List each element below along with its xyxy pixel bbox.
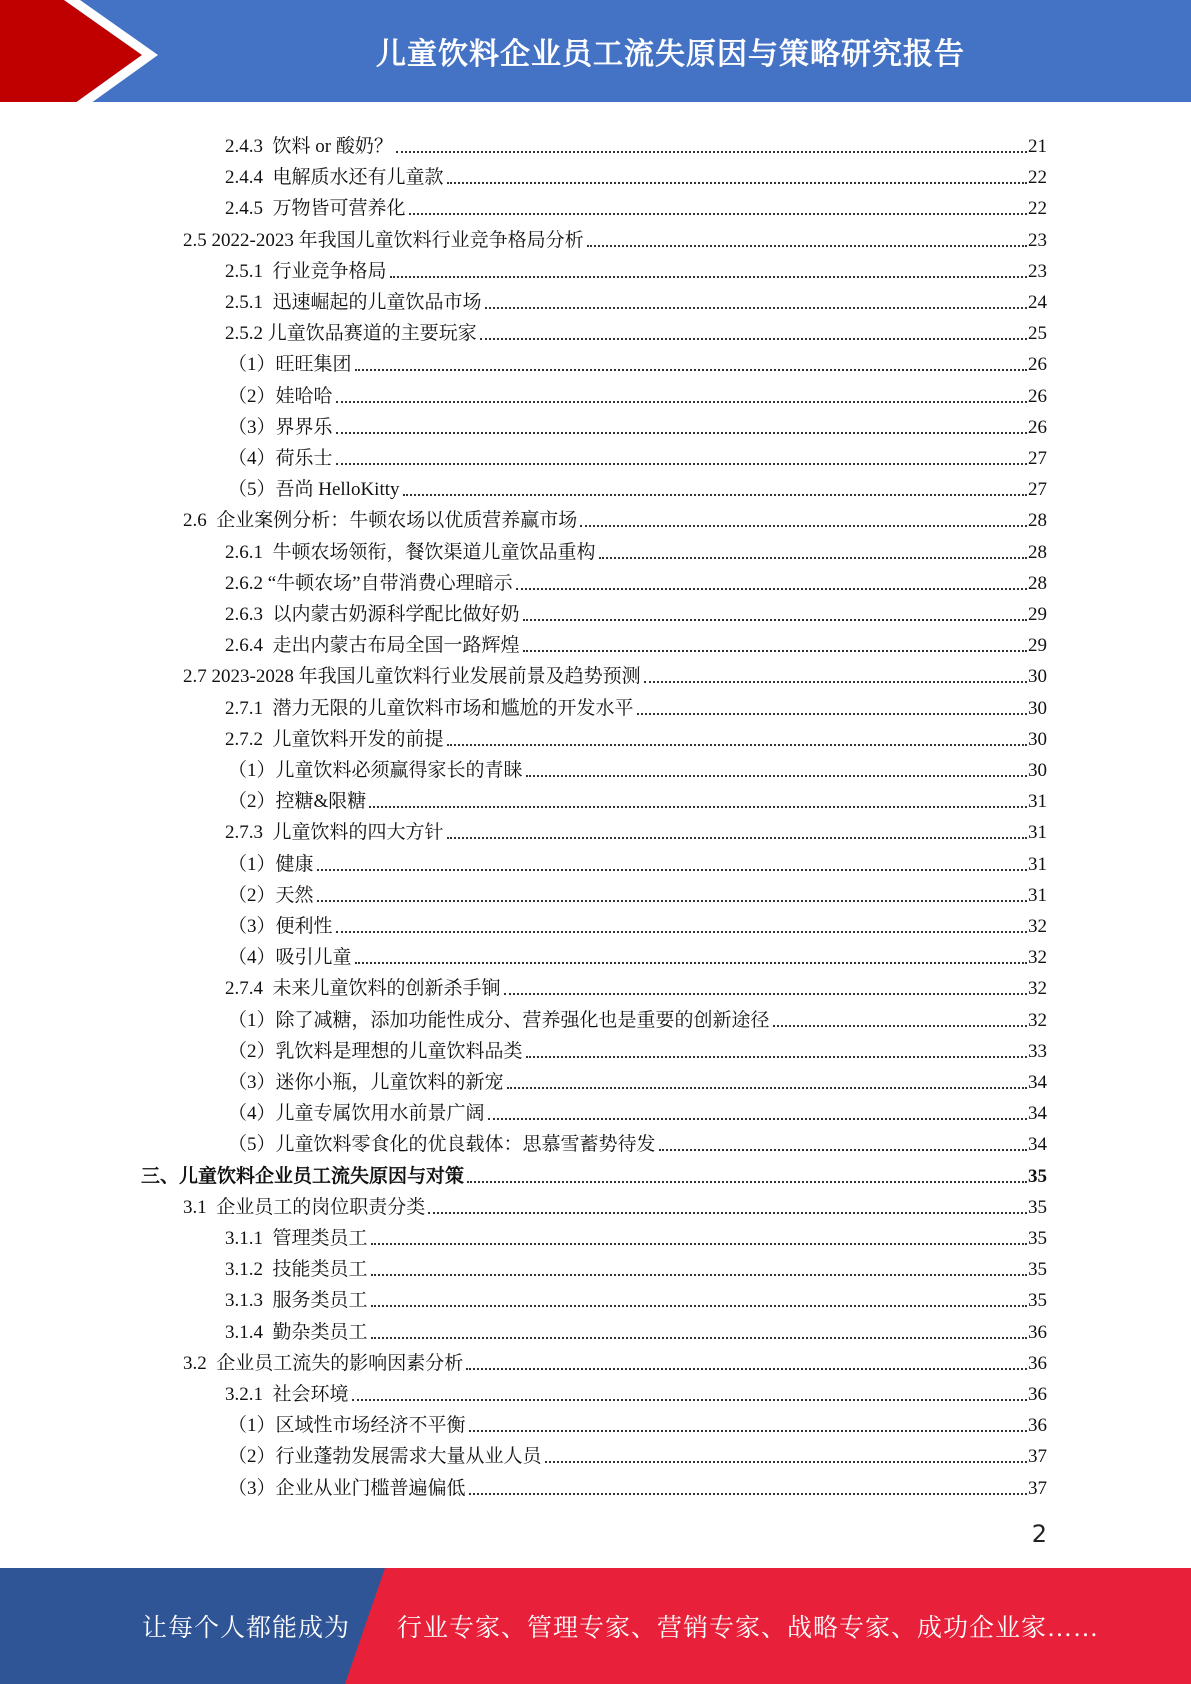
toc-entry-page: 22 — [1028, 167, 1047, 189]
toc-entry[interactable] — [225, 1376, 1047, 1407]
toc-entry-label: 3.1.2 技能类员工 — [225, 1259, 368, 1281]
toc-dot-leader — [336, 455, 1027, 465]
toc-entry-page: 33 — [1028, 1040, 1047, 1062]
toc-entry-page: 35 — [1028, 1290, 1047, 1312]
toc-entry-label: 3.2 企业员工流失的影响因素分析 — [183, 1352, 464, 1374]
toc-entry[interactable] — [228, 346, 1047, 377]
toc-entry-label: （2）行业蓬勃发展需求大量从业人员 — [228, 1446, 542, 1468]
toc-entry[interactable] — [228, 440, 1047, 471]
toc-entry-label: （3）界界乐 — [228, 416, 333, 438]
toc-entry-label: （5）儿童饮料零食化的优良载体：思慕雪蓄势待发 — [228, 1134, 656, 1156]
toc-entry-label: 2.4.4 电解质水还有儿童款 — [225, 167, 444, 189]
toc-entry-page: 30 — [1028, 697, 1047, 719]
toc-entry-page: 28 — [1028, 510, 1047, 532]
toc-dot-leader — [355, 361, 1027, 371]
toc-entry[interactable] — [228, 877, 1047, 908]
toc-entry-label: 2.7.3 儿童饮料的四大方针 — [225, 822, 444, 844]
toc-dot-leader — [336, 424, 1027, 434]
toc-dot-leader — [447, 174, 1027, 184]
toc-entry-page: 23 — [1028, 229, 1047, 251]
toc-entry[interactable] — [225, 315, 1047, 346]
toc-entry-label: 3.1 企业员工的岗位职责分类 — [183, 1196, 426, 1218]
toc-entry-page: 26 — [1028, 385, 1047, 407]
toc-dot-leader — [371, 1329, 1027, 1339]
toc-entry-page: 34 — [1028, 1072, 1047, 1093]
toc-entry[interactable] — [225, 1314, 1047, 1345]
toc-entry-page: 24 — [1028, 292, 1047, 313]
toc-entry-page: 26 — [1028, 416, 1047, 438]
toc-entry-page: 23 — [1028, 260, 1047, 282]
toc-dot-leader — [336, 393, 1027, 403]
toc-entry[interactable] — [225, 284, 1047, 315]
toc-entry-label: （1）旺旺集团 — [228, 354, 352, 376]
toc-entry-page: 37 — [1028, 1446, 1047, 1468]
toc-dot-leader — [336, 923, 1027, 933]
toc-entry-label: 2.5.1 迅速崛起的儿童饮品市场 — [225, 292, 482, 313]
toc-entry-page: 28 — [1028, 572, 1047, 594]
toc-dot-leader — [526, 1048, 1027, 1058]
toc-entry[interactable] — [228, 908, 1047, 939]
toc-entry[interactable] — [228, 1033, 1047, 1064]
toc-entry-label: 2.7 2023-2028 年我国儿童饮料行业发展前景及趋势预测 — [183, 666, 641, 688]
toc-entry[interactable] — [228, 846, 1047, 877]
toc-entry-label: （1）除了减糖，添加功能性成分、营养强化也是重要的创新途径 — [228, 1009, 770, 1031]
toc-entry[interactable] — [141, 1158, 1047, 1189]
toc-dot-leader — [317, 861, 1027, 871]
toc-entry-label: 2.6.2 “牛顿农场”自带消费心理暗示 — [225, 572, 513, 594]
toc-dot-leader — [369, 798, 1027, 808]
toc-entry-label: 3.2.1 社会环境 — [225, 1384, 349, 1405]
toc-entry[interactable] — [225, 1282, 1047, 1313]
toc-entry[interactable] — [225, 565, 1047, 596]
toc-entry[interactable] — [225, 627, 1047, 658]
toc-entry[interactable] — [225, 534, 1047, 565]
toc-entry[interactable] — [228, 1438, 1047, 1469]
toc-entry[interactable] — [225, 721, 1047, 752]
toc-entry-label: 2.4.5 万物皆可营养化 — [225, 198, 406, 220]
toc-entry-page: 30 — [1028, 728, 1047, 750]
toc-dot-leader — [469, 1422, 1027, 1432]
toc-entry-page: 31 — [1028, 822, 1047, 844]
toc-entry[interactable] — [228, 1407, 1047, 1438]
toc-entry-label: （1）区域性市场经济不平衡 — [228, 1415, 466, 1437]
toc-dot-leader — [467, 1173, 1027, 1183]
header-banner — [0, 0, 1191, 111]
toc-entry-label: （4）荷乐士 — [228, 448, 333, 469]
toc-dot-leader — [390, 268, 1027, 278]
toc-entry-page: 30 — [1028, 760, 1047, 781]
toc-entry[interactable] — [225, 814, 1047, 845]
toc-entry-label: （2）天然 — [228, 884, 314, 906]
toc-entry-page: 34 — [1028, 1103, 1047, 1125]
toc-entry[interactable] — [225, 190, 1047, 221]
toc-entry-page: 26 — [1028, 354, 1047, 376]
toc-entry-page: 32 — [1028, 947, 1047, 969]
toc-entry-page: 21 — [1028, 136, 1047, 157]
toc-entry[interactable] — [228, 783, 1047, 814]
toc-entry-label: 2.5 2022-2023 年我国儿童饮料行业竞争格局分析 — [183, 229, 584, 251]
toc-dot-leader — [480, 330, 1027, 340]
toc-entry-page: 32 — [1028, 916, 1047, 937]
toc-entry-label: 2.7.2 儿童饮料开发的前提 — [225, 728, 444, 750]
toc-entry[interactable] — [228, 1002, 1047, 1033]
toc-dot-leader — [403, 486, 1027, 496]
toc-entry[interactable] — [225, 159, 1047, 190]
toc-entry-page: 25 — [1028, 323, 1047, 345]
toc-entry[interactable] — [183, 1345, 1047, 1376]
toc-entry[interactable] — [225, 1251, 1047, 1282]
toc-entry-label: （2）乳饮料是理想的儿童饮料品类 — [228, 1040, 523, 1062]
toc-entry[interactable] — [183, 502, 1047, 533]
toc-entry-page: 29 — [1028, 604, 1047, 625]
toc-entry-page: 35 — [1028, 1228, 1047, 1249]
toc-entry[interactable] — [225, 253, 1047, 284]
toc-entry-page: 32 — [1028, 978, 1047, 1000]
toc-dot-leader — [659, 1141, 1027, 1151]
toc-dot-leader — [317, 892, 1027, 902]
toc-dot-leader — [523, 642, 1027, 652]
toc-dot-leader — [504, 985, 1027, 995]
toc-entry-page: 34 — [1028, 1134, 1047, 1156]
toc-entry[interactable] — [183, 222, 1047, 253]
toc-entry-page: 36 — [1028, 1352, 1047, 1374]
toc-entry-page: 36 — [1028, 1384, 1047, 1405]
toc-dot-leader — [545, 1453, 1027, 1463]
toc-dot-leader — [371, 1266, 1027, 1276]
toc-dot-leader — [773, 1017, 1027, 1027]
toc-dot-leader — [447, 736, 1027, 746]
toc-entry-label: 3.1.3 服务类员工 — [225, 1290, 368, 1312]
toc-entry-label: （1）儿童饮料必须赢得家长的青睐 — [228, 760, 523, 781]
toc-entry-label: 2.6 企业案例分析：牛顿农场以优质营养赢市场 — [183, 510, 578, 532]
toc-dot-leader — [599, 549, 1027, 559]
toc-dot-leader — [488, 1110, 1027, 1120]
toc-dot-leader — [428, 1204, 1027, 1214]
toc-entry[interactable] — [225, 128, 1047, 159]
footer-banner — [0, 1568, 1191, 1684]
toc-entry-label: （5）吾尚 HelloKitty — [228, 479, 400, 501]
toc-entry-label: 3.1.4 勤杂类员工 — [225, 1321, 368, 1343]
toc-dot-leader — [587, 237, 1027, 247]
toc-entry[interactable] — [225, 1220, 1047, 1251]
toc-dot-leader — [466, 1360, 1027, 1370]
toc-dot-leader — [485, 299, 1027, 309]
toc-dot-leader — [355, 954, 1027, 964]
footer-slogan-right: 行业专家、管理专家、营销专家、战略专家、成功企业家…… — [397, 1615, 1100, 1642]
toc-entry[interactable] — [228, 939, 1047, 970]
toc-dot-leader — [469, 1485, 1027, 1495]
toc-dot-leader — [396, 143, 1027, 153]
toc-dot-leader — [352, 1391, 1027, 1401]
toc-dot-leader — [523, 611, 1027, 621]
toc-entry-page: 27 — [1028, 479, 1047, 501]
toc-entry-label: 2.5.2 儿童饮品赛道的主要玩家 — [225, 323, 477, 345]
toc-entry-label: （3）企业从业门槛普遍偏低 — [228, 1477, 466, 1499]
toc-entry-label: 2.6.1 牛顿农场领衔，餐饮渠道儿童饮品重构 — [225, 541, 596, 563]
toc-entry[interactable] — [228, 1126, 1047, 1157]
toc-entry-page: 28 — [1028, 541, 1047, 563]
toc-entry-page: 36 — [1028, 1415, 1047, 1437]
toc-entry-label: 2.7.4 未来儿童饮料的创新杀手锏 — [225, 978, 501, 1000]
toc-entry[interactable] — [228, 1470, 1047, 1501]
toc-dot-leader — [371, 1235, 1027, 1245]
toc-entry-page: 35 — [1028, 1259, 1047, 1281]
toc-entry[interactable] — [225, 690, 1047, 721]
toc-entry[interactable] — [228, 378, 1047, 409]
toc-entry-label: 2.4.3 饮料 or 酸奶？ — [225, 136, 393, 157]
toc-dot-leader — [409, 205, 1027, 215]
toc-entry-page: 31 — [1028, 884, 1047, 906]
toc-dot-leader — [447, 829, 1027, 839]
toc-entry-label: （4）儿童专属饮用水前景广阔 — [228, 1103, 485, 1125]
toc-entry-label: （1）健康 — [228, 853, 314, 875]
toc-entry-page: 35 — [1028, 1196, 1047, 1218]
toc-entry-label: （3）迷你小瓶，儿童饮料的新宠 — [228, 1072, 504, 1093]
toc-entry-label: （4）吸引儿童 — [228, 947, 352, 969]
toc-entry-page: 36 — [1028, 1321, 1047, 1343]
toc-dot-leader — [580, 517, 1027, 527]
toc-entry-page: 31 — [1028, 853, 1047, 875]
toc-entry[interactable] — [225, 970, 1047, 1001]
toc-entry-label: 2.5.1 行业竞争格局 — [225, 260, 387, 282]
toc-entry-page: 30 — [1028, 666, 1047, 688]
toc-entry-label: 三、儿童饮料企业员工流失原因与对策 — [141, 1165, 465, 1187]
toc-entry-page: 32 — [1028, 1009, 1047, 1031]
toc-entry-label: 3.1.1 管理类员工 — [225, 1228, 368, 1249]
toc-entry-label: （3）便利性 — [228, 916, 333, 937]
toc-entry-page: 27 — [1028, 448, 1047, 469]
toc-entry[interactable] — [228, 1095, 1047, 1126]
toc-entry[interactable] — [228, 409, 1047, 440]
toc-dot-leader — [644, 673, 1027, 683]
toc-entry-label: （2）娃哈哈 — [228, 385, 333, 407]
toc-entry-page: 35 — [1028, 1165, 1047, 1187]
footer-slogan-left: 让每个人都能成为 — [142, 1615, 351, 1642]
toc-dot-leader — [371, 1297, 1027, 1307]
toc-entry[interactable] — [225, 596, 1047, 627]
toc-entry-label: 2.7.1 潜力无限的儿童饮料市场和尴尬的开发水平 — [225, 697, 634, 719]
toc-dot-leader — [516, 580, 1027, 590]
toc-entry[interactable] — [183, 658, 1047, 689]
toc-entry[interactable] — [228, 752, 1047, 783]
toc-entry-page: 37 — [1028, 1477, 1047, 1499]
toc-entry-page: 22 — [1028, 198, 1047, 220]
toc-entry[interactable] — [228, 1064, 1047, 1095]
toc-entry-label: 2.6.4 走出内蒙古布局全国一路辉煌 — [225, 635, 520, 657]
toc-dot-leader — [637, 705, 1027, 715]
toc-dot-leader — [507, 1079, 1027, 1089]
toc-entry-page: 31 — [1028, 791, 1047, 813]
toc-entry-label: （2）控糖&限糖 — [228, 791, 367, 813]
toc-dot-leader — [526, 767, 1027, 777]
page-number: 2 — [1031, 1520, 1047, 1548]
toc-entry[interactable] — [228, 471, 1047, 502]
toc-entry-label: 2.6.3 以内蒙古奶源科学配比做好奶 — [225, 604, 520, 625]
report-title: 儿童饮料企业员工流失原因与策略研究报告 — [376, 37, 965, 72]
toc-entry[interactable] — [183, 1189, 1047, 1220]
toc-entry-page: 29 — [1028, 635, 1047, 657]
